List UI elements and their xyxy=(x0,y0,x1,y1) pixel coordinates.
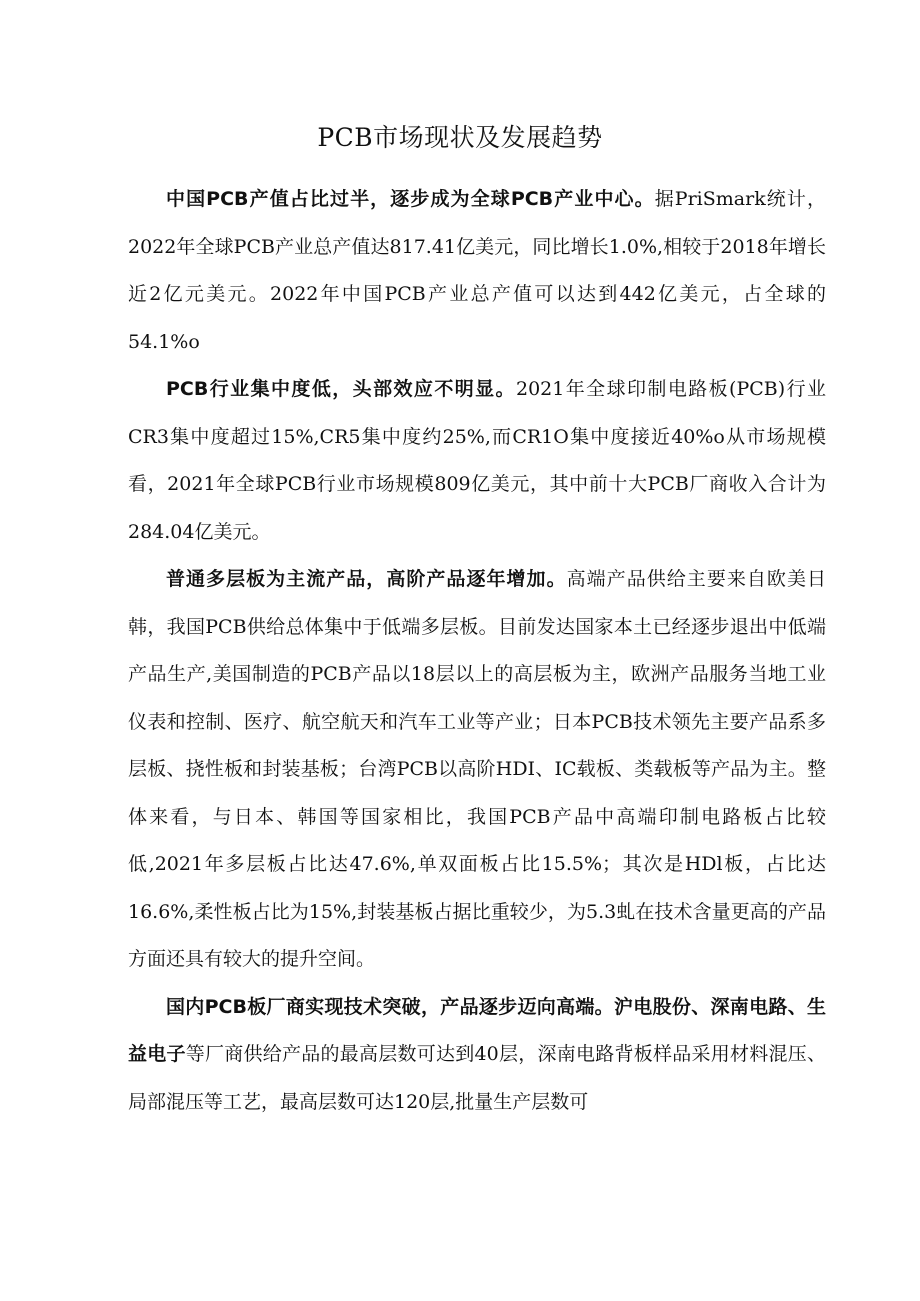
paragraph-lead: 普通多层板为主流产品，高阶产品逐年增加。 xyxy=(166,568,567,590)
paragraph-lead: 中国PCB产值占比过半，逐步成为全球PCB产业中心。 xyxy=(166,188,655,210)
paragraph-industry-concentration xyxy=(128,366,826,556)
paragraph-technology-breakthrough xyxy=(128,984,826,1127)
document-body xyxy=(128,176,826,1126)
paragraph-lead: PCB行业集中度低，头部效应不明显。 xyxy=(166,378,516,400)
paragraph-body: 据PriSmark统计，2022年全球PCB产业总产值达817.41亿美元，同比增长1.0%,相较于2018年增长近2亿元美元。2022年中国PCB产业总产值可以达到442亿美元，占全球的54.1%o xyxy=(128,188,826,353)
paragraph-pcb-output xyxy=(128,176,826,366)
paragraph-lead: 国内PCB板厂商实现技术突破，产品逐步迈向高端。 xyxy=(166,995,614,1018)
document-title: PCB市场现状及发展趋势 xyxy=(317,123,603,152)
paragraph-lead-extra: 沪电股份、深南电路、生益电子 xyxy=(128,995,826,1065)
paragraph-body: 等厂商供给产品的最高层数可达到40层，深南电路背板样品采用材料混压、局部混压等工艺，最高层数可达120层,批量生产层数可 xyxy=(128,1043,826,1113)
paragraph-body: 高端产品供给主要来自欧美日韩，我国PCB供给总体集中于低端多层板。目前发达国家本土已经逐步退出中低端产品生产,美国制造的PCB产品以18层以上的高层板为主，欧洲产品服务当地工业仪表和控制、医疗、航空航天和汽车工业等产业；日本PCB技术领先主要产品系多层板、挠性板和封装基板；台湾PCB以高阶HDI、IC载板、类载板等产品为主。整体来看，与日本、韩国等国家相比，我国PCB产品中高端印制电路板占比较低,2021年多层板占比达47.6%,单双面板占比15.5%；其次是HDl板，占比达16.6%,柔性板占比为15%,封装基板占据比重较少，为5.3虬在技术含量更高的产品方面还具有较大的提升空间。 xyxy=(128,568,826,970)
paragraph-product-structure xyxy=(128,556,826,984)
paragraph-body: 2021年全球印制电路板(PCB)行业CR3集中度超过15%,CR5集中度约25%,而CR1O集中度接近40%o从市场规模看，2021年全球PCB行业市场规模809亿美元，其中前十大PCB厂商收入合计为284.04亿美元。 xyxy=(128,378,826,543)
